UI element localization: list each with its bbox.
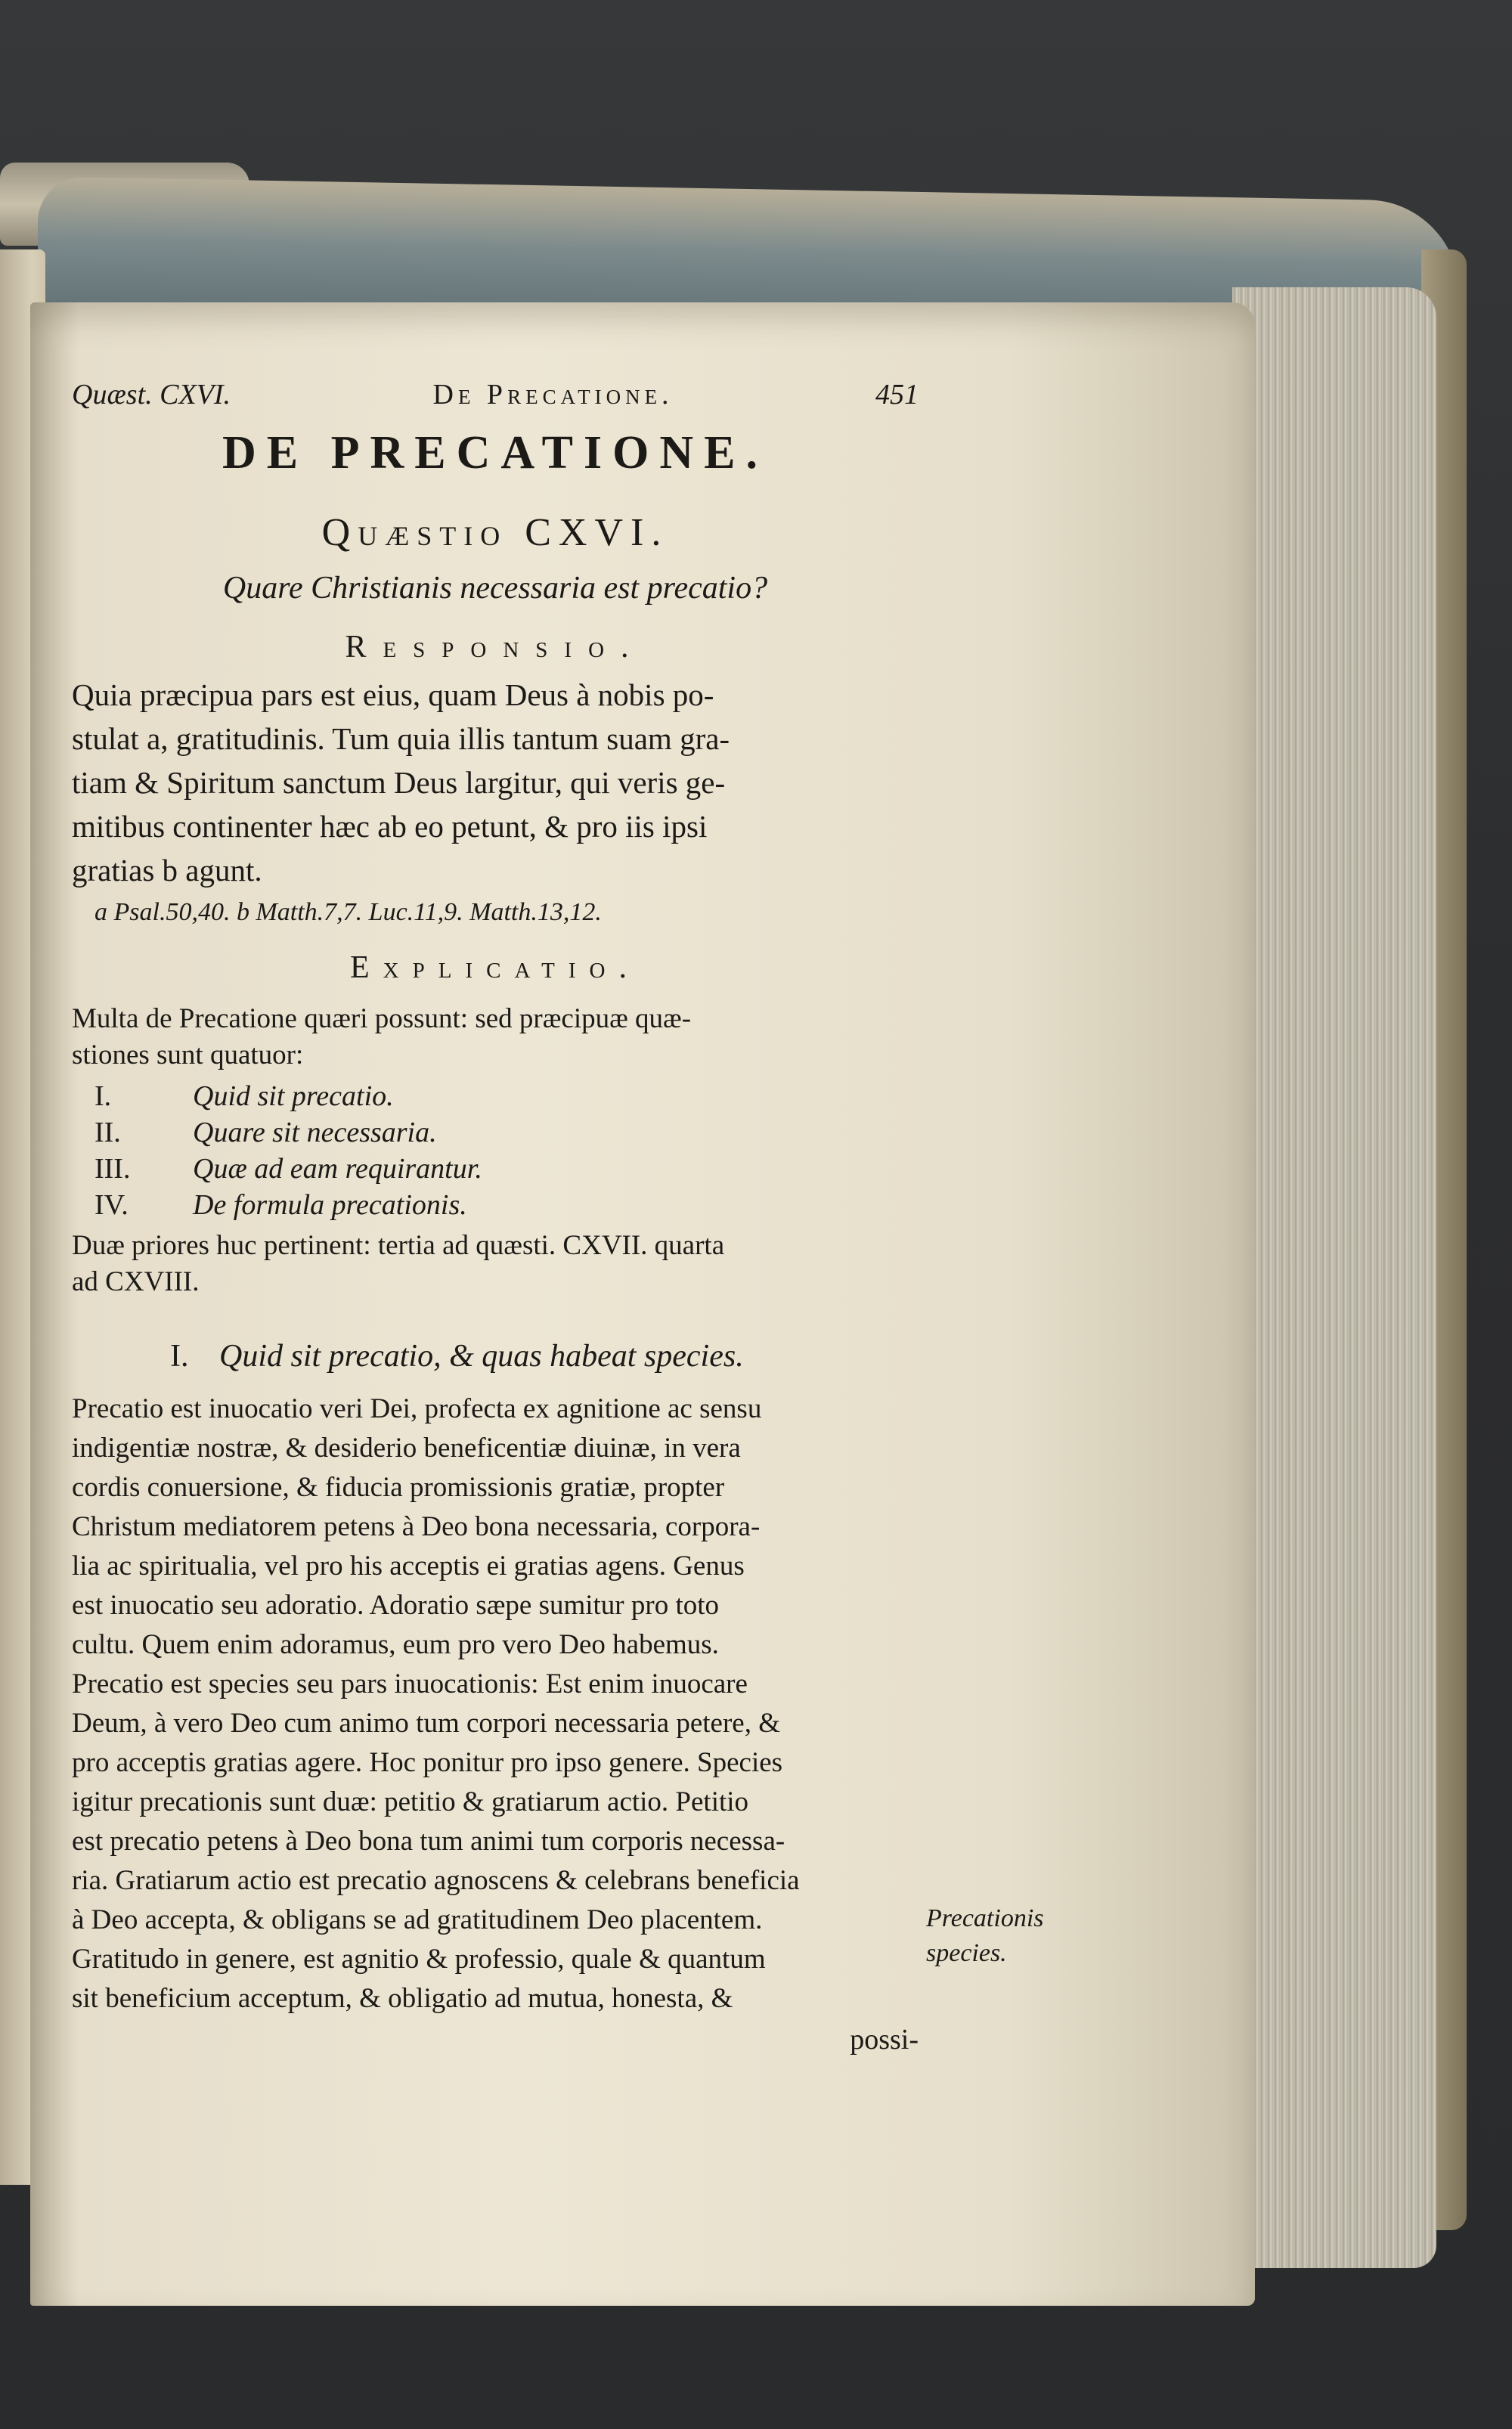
list-item [94, 1151, 919, 1187]
running-head-center: De Precatione. [432, 379, 674, 411]
responsio-text [72, 673, 919, 892]
list-number: I. [94, 1080, 112, 1112]
responsio-line: Quia præcipua pars est eius, quam Deus à nobis po- [72, 677, 714, 712]
list-after-line: Duæ priores huc pertinent: tertia ad quæsti. CXVII. quarta [72, 1230, 725, 1261]
margin-note-line: Precationis [926, 1904, 1044, 1932]
explicatio-intro [72, 1001, 919, 1074]
section-heading [170, 1338, 919, 1374]
section-line: Christum mediatorem petens à Deo bona necessaria, corpora- [72, 1511, 761, 1542]
section-line: Precatio est species seu pars inuocationis: Est enim inuocare [72, 1668, 748, 1699]
explicatio-heading: Explicatio. [350, 950, 640, 985]
list-item [94, 1078, 919, 1114]
section-title: Quid sit precatio, & quas habeat species. [219, 1339, 744, 1374]
list-label: De formula precationis. [193, 1189, 467, 1221]
section-line: cordis conuersione, & fiducia promissionis gratiæ, propter [72, 1472, 725, 1503]
list-number: III. [94, 1153, 131, 1185]
section-line: Deum, à vero Deo cum animo tum corpori necessaria petere, & [72, 1708, 780, 1739]
responsio-line: mitibus continenter hæc ab eo petunt, & pro iis ipsi [72, 809, 708, 844]
list-after-line: ad CXVIII. [72, 1266, 200, 1297]
section-line: est precatio petens à Deo bona tum animi tum corporis necessa- [72, 1826, 785, 1857]
section-text [72, 1390, 919, 2018]
page-number: 451 [875, 379, 919, 411]
running-head-left: Quæst. CXVI. [72, 379, 231, 411]
margin-note [926, 1901, 1044, 1971]
section-number: I. [170, 1339, 189, 1374]
scripture-references: a Psal.50,40. b Matth.7,7. Luc.11,9. Matth.13,12. [94, 898, 602, 926]
responsio-line: stulat a, gratitudinis. Tum quia illis tantum suam gra- [72, 721, 730, 756]
page-text [72, 378, 919, 2056]
page-block-edge [1232, 287, 1436, 2268]
list-number: IV. [94, 1189, 129, 1221]
section-line: à Deo accepta, & obligans se ad gratitudinem Deo placentem. [72, 1904, 763, 1935]
catchword: possi- [850, 2024, 919, 2056]
margin-note-line: species. [926, 1939, 1007, 1967]
section-line: ria. Gratiarum actio est precatio agnoscens & celebrans beneficia [72, 1865, 800, 1896]
responsio-line: gratias b agunt. [72, 853, 262, 888]
list-item [94, 1187, 919, 1223]
section-line: est inuocatio seu adoratio. Adoratio sæpe sumitur pro toto [72, 1590, 720, 1621]
running-head [72, 378, 919, 411]
list-after-text [72, 1228, 919, 1300]
responsio-line: tiam & Spiritum sanctum Deus largitur, qui veris ge- [72, 765, 726, 800]
page-title: DE PRECATIONE. [222, 427, 768, 479]
list-item [94, 1114, 919, 1151]
section-line: igitur precationis sunt duæ: petitio & gratiarum actio. Petitio [72, 1786, 749, 1817]
section-line: indigentiæ nostræ, & desiderio beneficentiæ diuinæ, in vera [72, 1433, 741, 1464]
question-list [94, 1078, 919, 1223]
section-line: sit beneficium acceptum, & obligatio ad mutua, honesta, & [72, 1983, 733, 2014]
explicatio-line: Multa de Precatione quæri possunt: sed præcipuæ quæ- [72, 1003, 692, 1034]
quaestio-heading: Quæstio CXVI. [321, 511, 669, 554]
section-line: Precatio est inuocatio veri Dei, profecta ex agnitione ac sensu [72, 1393, 762, 1424]
responsio-heading: Responsio. [345, 630, 646, 665]
list-label: Quare sit necessaria. [193, 1117, 437, 1148]
explicatio-line: stiones sunt quatuor: [72, 1039, 304, 1070]
section-line: pro acceptis gratias agere. Hoc ponitur pro ipso genere. Species [72, 1747, 783, 1778]
list-label: Quæ ad eam requirantur. [193, 1153, 482, 1185]
list-number: II. [94, 1117, 121, 1148]
question-line: Quare Christianis necessaria est precatio? [222, 571, 768, 606]
section-line: cultu. Quem enim adoramus, eum pro vero Deo habemus. [72, 1629, 719, 1660]
list-label: Quid sit precatio. [193, 1080, 394, 1112]
section-line: Gratitudo in genere, est agnitio & professio, quale & quantum [72, 1944, 766, 1975]
section-line: lia ac spiritualia, vel pro his acceptis ei gratias agens. Genus [72, 1551, 745, 1582]
